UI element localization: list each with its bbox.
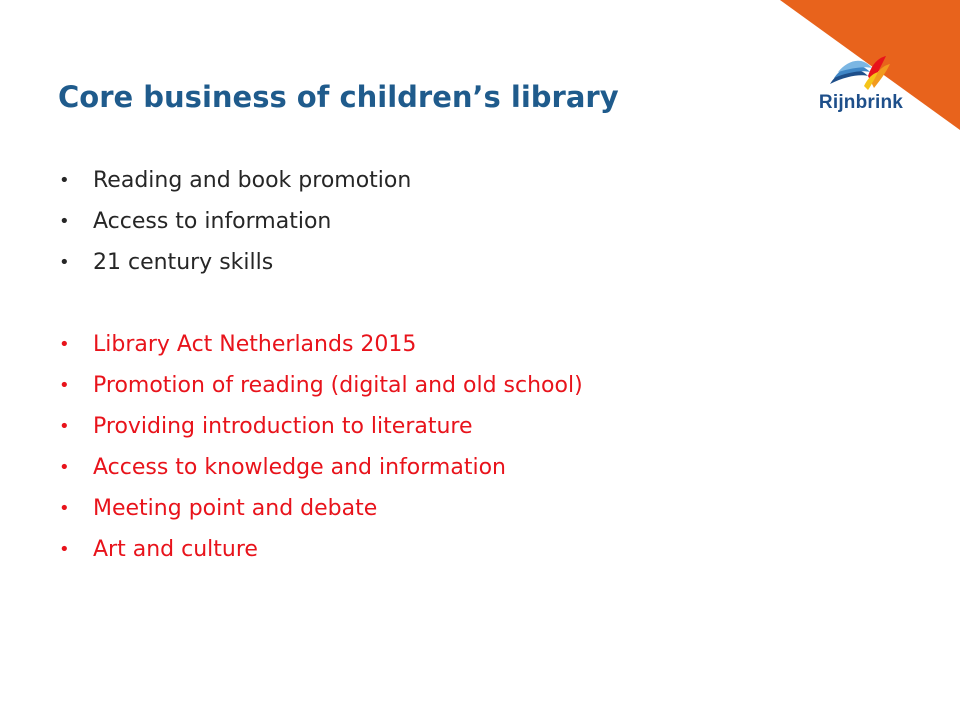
logo-wordmark: Rijnbrink [818, 92, 904, 113]
bullet-icon: • [59, 539, 70, 560]
list-item [58, 160, 583, 201]
bullet-icon: • [59, 170, 70, 191]
list-item-text: Library Act Netherlands 2015 [93, 332, 417, 357]
bullet-icon: • [59, 416, 70, 437]
list-item-text: Art and culture [93, 537, 258, 562]
bullet-icon: • [59, 334, 70, 355]
list-item [58, 324, 583, 365]
list-item [58, 488, 583, 529]
bullet-icon: • [59, 375, 70, 396]
list-item [58, 406, 583, 447]
list-item-text: Access to information [93, 209, 332, 234]
list-item [58, 365, 583, 406]
list-item-text: 21 century skills [93, 250, 274, 275]
bird-logo-icon [828, 54, 892, 94]
list-item-text: Promotion of reading (digital and old school) [93, 373, 583, 398]
list-item-text: Meeting point and debate [93, 496, 378, 521]
rijnbrink-logo [806, 54, 916, 124]
bullet-icon: • [59, 498, 70, 519]
bullet-list [58, 160, 583, 570]
list-item [58, 201, 583, 242]
list-item [58, 529, 583, 570]
list-item-text: Providing introduction to literature [93, 414, 473, 439]
list-spacer [58, 283, 583, 324]
list-item [58, 242, 583, 283]
list-item-text: Access to knowledge and information [93, 455, 506, 480]
list-item-text: Reading and book promotion [93, 168, 412, 193]
slide-title: Core business of children’s library [58, 80, 619, 114]
list-item [58, 447, 583, 488]
bullet-icon: • [59, 252, 70, 273]
bullet-icon: • [59, 457, 70, 478]
bullet-icon: • [59, 211, 70, 232]
